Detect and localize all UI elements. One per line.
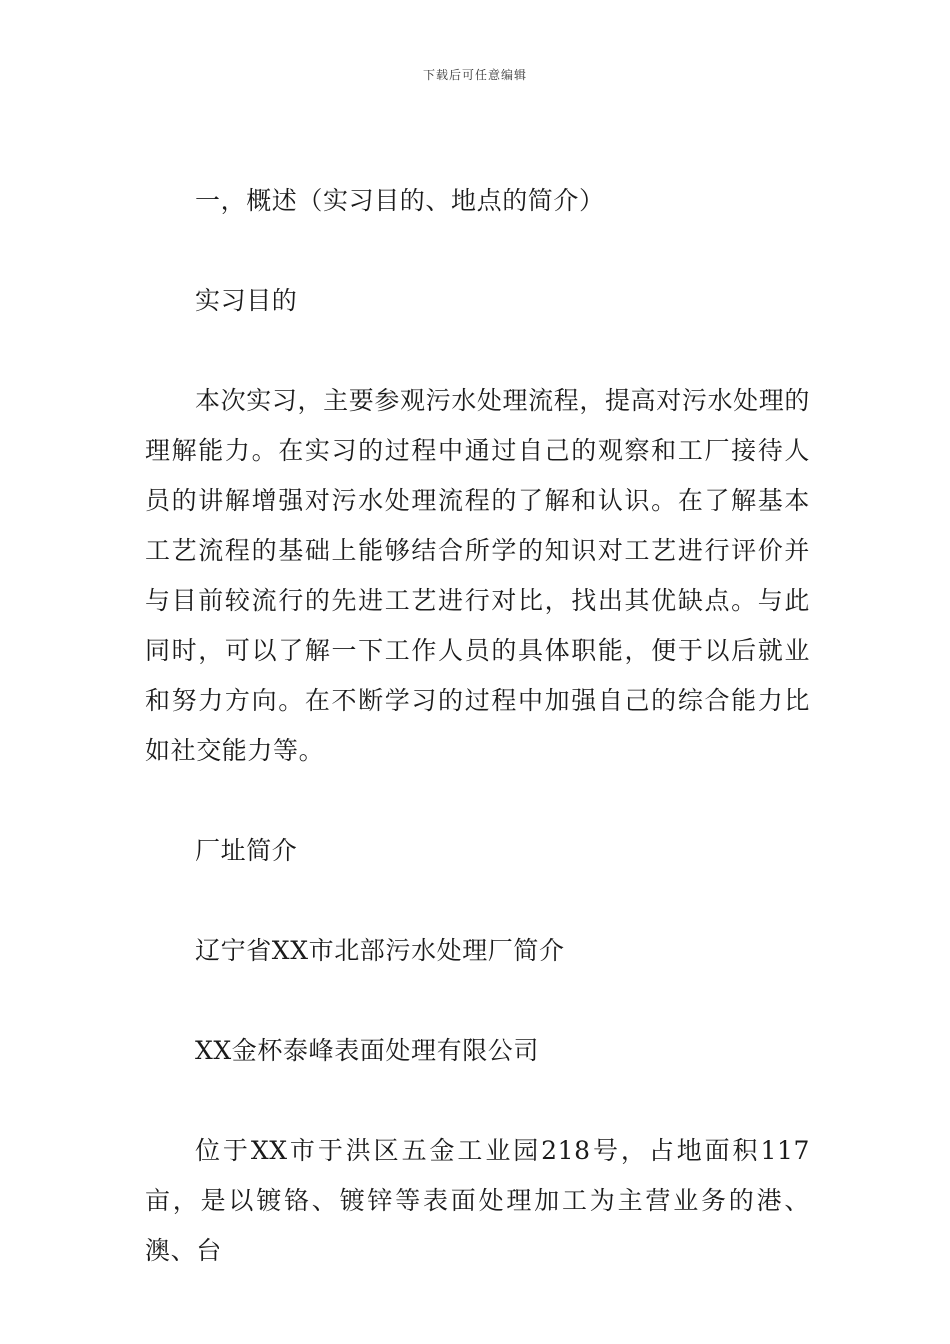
factory-title-north-plant: 辽宁省XX市北部污水处理厂简介 bbox=[195, 936, 565, 965]
factory-title-company: XX金杯泰峰表面处理有限公司 bbox=[195, 1036, 539, 1065]
heading-factory: 厂址简介 bbox=[195, 836, 298, 865]
heading-purpose: 实习目的 bbox=[195, 286, 298, 315]
document-body bbox=[145, 176, 810, 1276]
heading-overview: 一，概述（实习目的、地点的简介） bbox=[195, 186, 605, 215]
paragraph-company: 位于XX市于洪区五金工业园218号，占地面积117亩，是以镀铬、镀锌等表面处理加工为主营业务的港、澳、台 bbox=[145, 1136, 810, 1265]
page-header-note: 下载后可任意编辑 bbox=[422, 68, 527, 82]
paragraph-purpose: 本次实习，主要参观污水处理流程，提高对污水处理的理解能力。在实习的过程中通过自己的观察和工厂接待人员的讲解增强对污水处理流程的了解和认识。在了解基本工艺流程的基础上能够结合所学的知识对工艺进行评价并与目前较流行的先进工艺进行对比，找出其优缺点。与此同时，可以了解一下工作人员的具体职能，便于以后就业和努力方向。在不断学习的过程中加强自己的综合能力比如社交能力等。 bbox=[145, 386, 810, 765]
